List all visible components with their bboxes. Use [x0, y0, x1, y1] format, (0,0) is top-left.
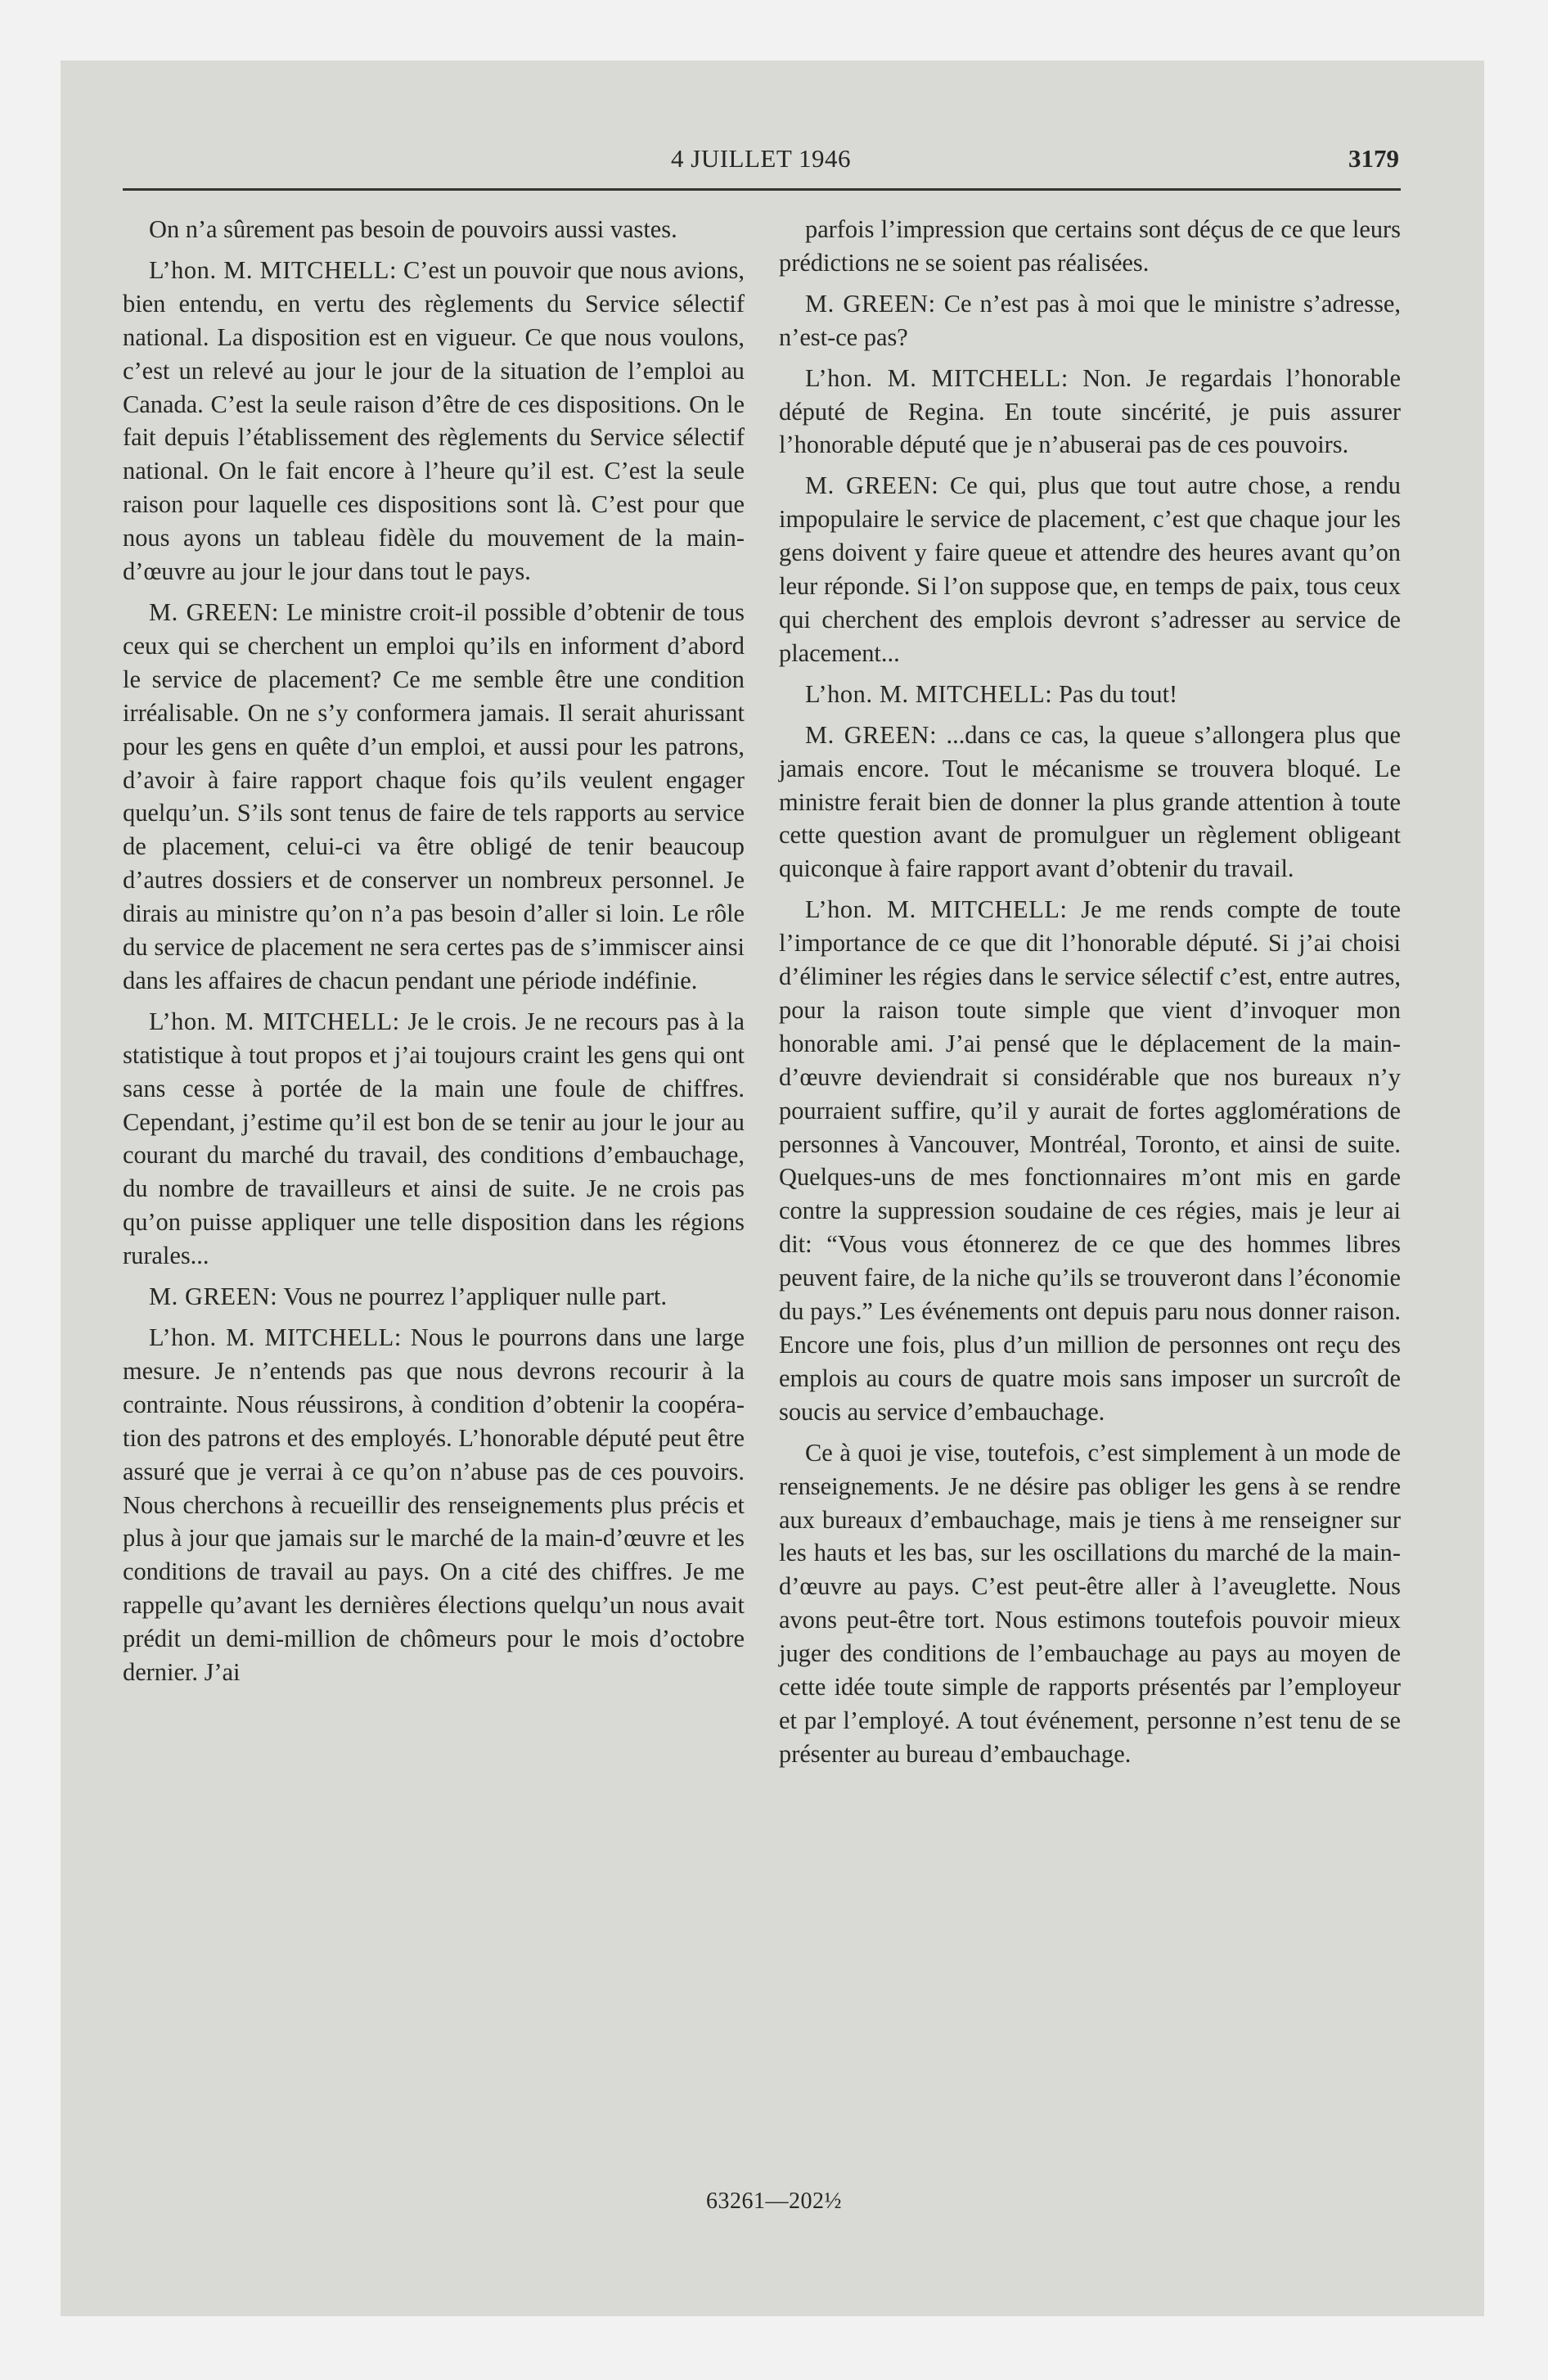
paragraph-text: C’est un pouvoir que nous avions, bien entendu, en vertu des règlements du Service sélectif national. La disposition est en vigueur. Ce que nous voulons, c’est un relevé au jour le jour de la situation de l’emploi au Canada. C’est la seule raison d’être de ces dispositions. On le fait depuis l’établissement des règlements du Service sélectif national. On le fait encore à l’heure qu’il est. C’est la seule raison pour laquelle ces dispositions sont là. C’est pour que nous ayons un tableau fidèle du mouvement de la main-d’œuvre au jour le jour dans tout le pays.	[123, 255, 745, 586]
right-column	[779, 213, 1401, 1778]
paragraph	[779, 719, 1401, 886]
speaker-name: M. GREEN:	[805, 471, 939, 500]
paragraph-text: Ce à quoi je vise, toutefois, c’est simplement à un mode de renseignements. Je ne désire pas obliger les gens à se rendre aux bureaux d’embauchage, mais je tiens à me renseigner sur les hauts et les bas, sur les oscillations du marché de la main-d’œuvre au pays. C’est peut-être aller à l’aveuglette. Nous avons peut-être tort. Nous estimons toutefois pouvoir mieux juger des conditions de l’embauchage au pays au moyen de cette idée toute simple de rapports présentés par l’employeur et par l’employé. A tout événement, personne n’est tenu de se présenter au bureau d’embauchage.	[779, 1438, 1401, 1768]
speaker-name: L’hon. M. MITCHELL:	[149, 255, 398, 284]
paragraph-text: Non. Je regardais l’honorable député de Regina. En toute sincérité, je puis assurer l’honorable député que je n’abuserai pas de ces pouvoirs.	[779, 363, 1401, 459]
paragraph	[123, 596, 745, 998]
paragraph	[779, 1436, 1401, 1771]
speaker-name: L’hon. M. MITCHELL:	[149, 1007, 400, 1035]
speaker-name: L’hon. M. MITCHELL:	[805, 679, 1053, 708]
paragraph	[779, 213, 1401, 280]
paragraph	[123, 1321, 745, 1689]
paragraph	[123, 1005, 745, 1273]
speaker-name: M. GREEN:	[149, 597, 279, 626]
paragraph-text: ...dans ce cas, la queue s’allongera plus que jamais encore. Tout le mécanisme se trouvera bloqué. Le ministre ferait bien de donner la plus grande attention à toute cette question avant de promulguer un règlement obligeant quiconque à faire rapport avant d’obtenir du travail.	[779, 720, 1401, 883]
paragraph-text: Je me rends compte de toute l’importance de ce que dit l’honorable député. Si j’ai choisi d’éliminer les régies dans le service sélectif c’est, entre autres, pour la raison toute simple que vient d’invoquer mon honorable ami. J’ai pensé que le déplacement de la main-d’œuvre deviendrait si considérable que nos bureaux n’y pourraient suffire, qu’il y aurait de fortes agglomérations de personnes à Vancouver, Montréal, Toronto, et ainsi de suite. Quelques-uns de mes fonctionnaires m’ont mis en garde contre la suppression soudaine de ces régies, mais je leur ai dit: “Vous vous étonnerez de ce que des hommes libres peuvent faire, de la niche qu’ils se trouveront dans l’économie du pays.” Les événements ont depuis paru nous donner raison. Encore une fois, plus d’un million de personnes ont reçu des emplois au cours de quatre mois sans imposer un surcroît de soucis au service d’embauchage.	[779, 895, 1401, 1426]
paragraph	[779, 893, 1401, 1429]
speaker-name: M. GREEN:	[805, 720, 938, 749]
paragraph-text: Le ministre croit-il possible d’obtenir de tous ceux qui se cherchent un emploi qu’ils en informent d’abord le service de placement? Ce me semble être une condition irréalisable. On ne s’y conformera jamais. Il serait ahurissant pour les gens en quête d’un emploi, et aussi pour les patrons, d’avoir à faire rapport chaque fois qu’ils veulent engager quelqu’un. S’ils sont tenus de faire de tels rapports au service de placement, celui-ci va être obligé de tenir beaucoup d’autres dossiers et de conserver un nombreux personnel. Je dirais au ministre qu’on n’a pas besoin d’aller si loin. Le rôle du service de placement ne sera certes pas de s’immiscer ainsi dans les affaires de chacun pendant une période indéfinie.	[123, 597, 745, 994]
speaker-name: L’hon. M. MITCHELL:	[805, 363, 1069, 392]
paragraph	[123, 213, 745, 246]
paragraph-text: Je le crois. Je ne recours pas à la statistique à tout propos et j’ai toujours craint les gens qui ont sans cesse à portée de la main une foule de chiffres. Cependant, j’estime qu’il est bon de se tenir au jour le jour au courant du marché du travail, des conditions d’embauchage, du nombre de travailleurs et ainsi de suite. Je ne crois pas qu’on puisse appliquer une telle disposition dans les régions rurales...	[123, 1007, 745, 1270]
speaker-name: M. GREEN:	[149, 1282, 278, 1311]
page-date-title: 4 JUILLET 1946	[671, 144, 851, 173]
paragraph	[123, 1280, 745, 1314]
paragraph	[779, 469, 1401, 669]
left-column	[123, 213, 745, 1697]
paragraph	[779, 287, 1401, 354]
page-number: 3179	[1348, 144, 1399, 173]
paragraph-text: Ce qui, plus que tout autre chose, a rendu impopulaire le service de placement, c’est que chaque jour les gens doivent y faire queue et attendre des heures avant qu’on leur réponde. Si l’on suppose que, en temps de paix, tous ceux qui cherchent des emplois devront s’adresser au service de placement...	[779, 471, 1401, 667]
paragraph-text: Ce n’est pas à moi que le ministre s’adresse, n’est-ce pas?	[779, 289, 1401, 351]
paragraph	[123, 254, 745, 588]
header-rule	[123, 188, 1401, 191]
paragraph	[779, 678, 1401, 711]
paragraph-text: Nous le pourrons dans une large mesure. Je n’entends pas que nous devrons recourir à la contrainte. Nous réussirons, à condition d’obtenir la coopération des patrons et des employés. L’honorable député peut être assuré que je verrai à ce qu’on n’abuse pas de ces pouvoirs. Nous cherchons à recueillir des renseignements plus précis et plus à jour que jamais sur le marché de la main-d’œuvre et les conditions de travail au pays. On a cité des chiffres. Je me rappelle qu’avant les dernières élections quelqu’un nous avait prédit un demi-million de chômeurs pour le mois d’octobre dernier. J’ai	[123, 1323, 745, 1687]
speaker-name: M. GREEN:	[805, 289, 936, 318]
speaker-name: L’hon. M. MITCHELL:	[805, 895, 1068, 924]
paragraph-text: Pas du tout!	[1058, 679, 1178, 708]
speaker-name: L’hon. M. MITCHELL:	[149, 1323, 402, 1351]
page-header	[123, 137, 1399, 188]
paragraph-text: parfois l’impression que certains sont déçus de ce que leurs prédictions ne se soient pas réalisées.	[779, 215, 1401, 277]
paragraph	[779, 362, 1401, 462]
paragraph-text: On n’a sûrement pas besoin de pouvoirs aussi vastes.	[149, 215, 677, 243]
paragraph-text: Vous ne pourrez l’appliquer nulle part.	[283, 1282, 668, 1311]
page-footer-code: 63261—202½	[706, 2188, 842, 2214]
